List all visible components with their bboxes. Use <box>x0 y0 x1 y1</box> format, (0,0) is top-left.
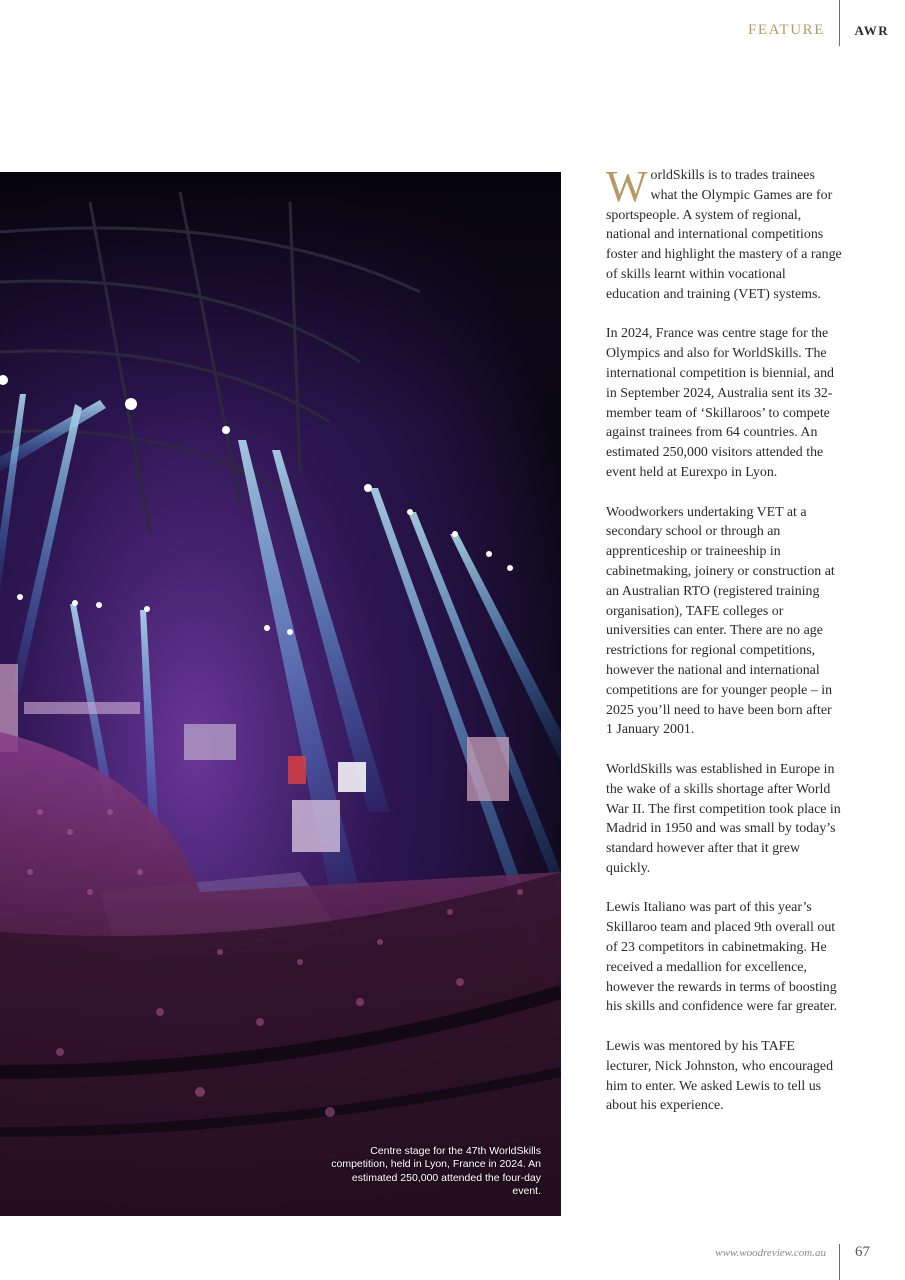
page-number: 67 <box>855 1244 870 1260</box>
header-divider <box>839 0 840 46</box>
article-paragraph-2: In 2024, France was centre stage for the Olympics and also for WorldSkills. The international competition is biennial, and in September 2024, Australia sent its 32-member team of ‘Skillaroos’ to compete against trainees from 64 countries. An estimated 250,000 visitors attended the event held at Eurexpo in Lyon. <box>606 326 834 480</box>
paragraph-1-text: orldSkills is to trades trainees what the Olympic Games are for sportspeople. A system of regional, national and international competitions foster and highlight the mastery of a range of skills learnt within vocational education and training (VET) systems. <box>606 168 842 302</box>
article-paragraph-1 <box>606 162 842 305</box>
article-paragraph-4: WorldSkills was established in Europe in the wake of a skills shortage after World War II. The first competition took place in Madrid in 1950 and was small by today’s standard however after that it grew quickly. <box>606 761 841 876</box>
article-paragraph-5: Lewis Italiano was part of this year’s Skillaroo team and placed 9th overall out of 23 competitors in cabinetmaking. He received a medallion for excellence, however the rewards in terms of boosting his skills and confidence were far greater. <box>606 900 838 1015</box>
footer-divider <box>839 1244 840 1280</box>
arena-photo-illustration <box>0 172 561 1216</box>
arena-photo <box>0 172 561 1216</box>
article-paragraph-3: Woodworkers undertaking VET at a secondary school or through an apprenticeship or traineeship in cabinetmaking, joinery or construction at an Australian RTO (registered training organisation), TAFE colleges or universities can enter. There are no age restrictions for regional competitions, however the national and international competitions are for younger people – in 2025 you’ll need to have been born after 1 January 2001. <box>606 504 835 738</box>
photo-caption: Centre stage for the 47th WorldSkills competition, held in Lyon, France in 2024. An estimated 250,000 attended the four-day event. <box>331 1144 541 1198</box>
page-header <box>685 0 905 48</box>
drop-cap: W <box>606 162 648 211</box>
section-label: FEATURE <box>747 22 825 38</box>
magazine-code: AWR <box>854 23 889 38</box>
article-body <box>606 162 842 1136</box>
footer-url: www.woodreview.com.au <box>715 1247 826 1259</box>
article-paragraph-6: Lewis was mentored by his TAFE lecturer, Nick Johnston, who encouraged him to enter. We asked Lewis to tell us about his experience. <box>606 1039 834 1114</box>
